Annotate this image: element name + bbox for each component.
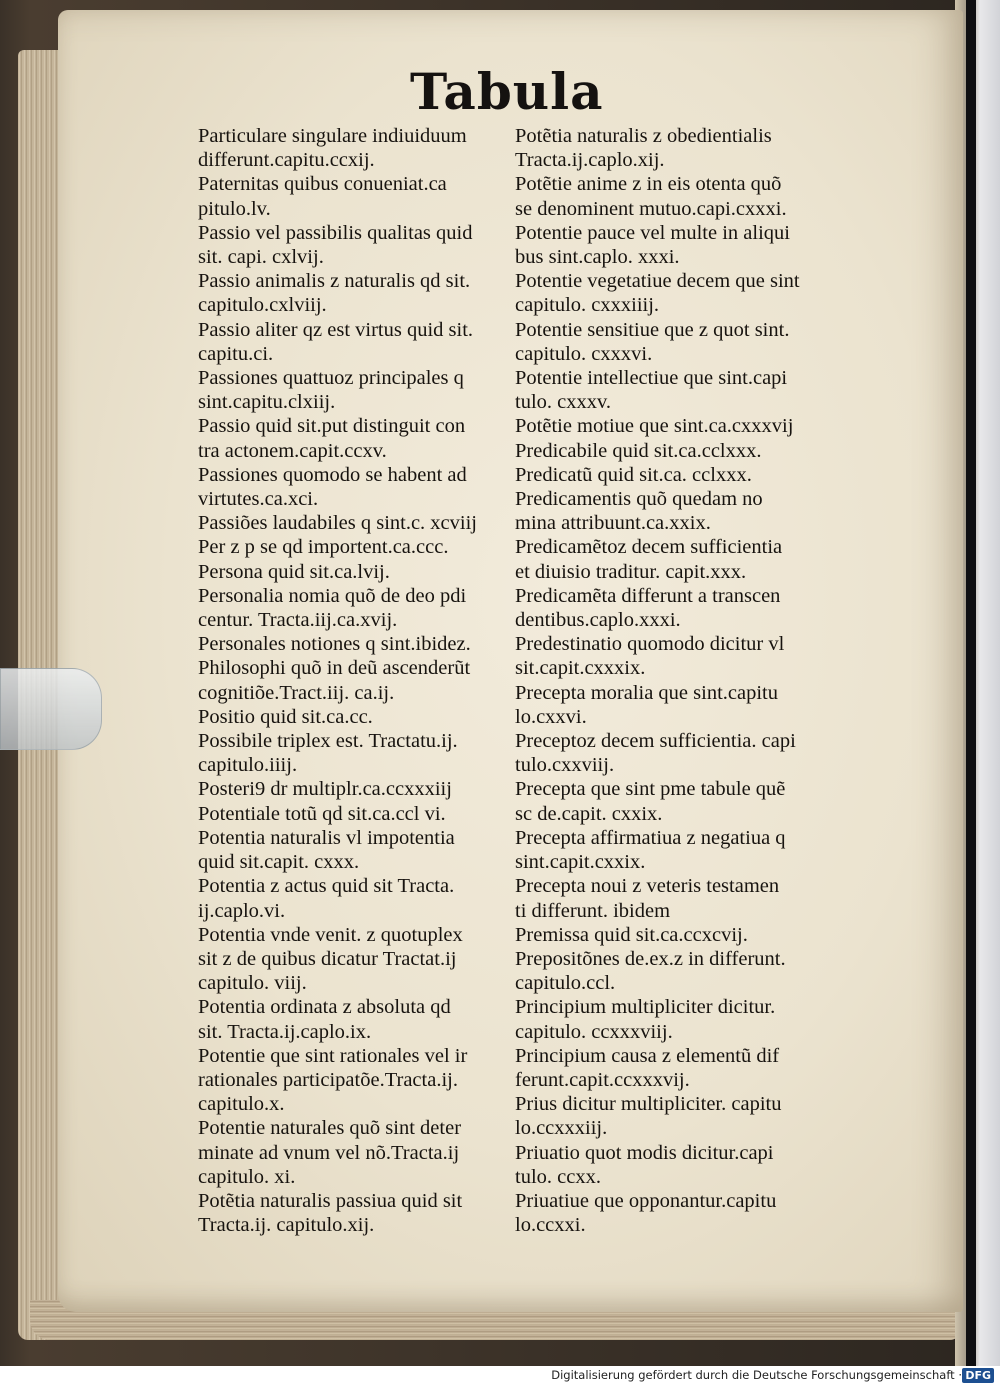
index-entry-line: Potentie intellectiue que sint.capi: [515, 367, 788, 390]
index-entry-line: Passio vel passibilis qualitas quid: [198, 221, 473, 244]
index-entry-line: Possibile triplex est. Tractatu.ij.: [198, 730, 458, 753]
index-entry-line: Principium causa z elementũ dif: [515, 1044, 780, 1067]
page-clip: [0, 668, 102, 750]
index-entry-line: Tracta.ij.caplo.xij.: [515, 149, 665, 172]
index-column-right: [515, 124, 860, 1237]
index-entry-line: Predicamentis quõ quedam no: [515, 488, 763, 511]
index-entry-line: Potentie naturales quõ sint deter: [198, 1117, 462, 1140]
index-entry-line: cognitiõe.Tract.iij. ca.ij.: [198, 681, 395, 704]
index-entry: [515, 1044, 860, 1092]
index-entry-line: Potẽtia naturalis z obedientialis: [515, 125, 772, 147]
index-entry: [198, 366, 533, 414]
index-entry: [515, 729, 860, 777]
index-entry-line: virtutes.ca.xci.: [198, 488, 319, 511]
index-entry: [515, 535, 860, 583]
index-entry: [198, 705, 533, 729]
index-entry-line: Predicabile quid sit.ca.cclxxx.: [515, 439, 762, 462]
index-entry-line: sit z de quibus dicatur Tractat.ij: [198, 947, 457, 970]
index-entry: [198, 511, 533, 535]
index-entry-line: sint.capit.cxxix.: [515, 851, 646, 874]
index-entry: [515, 584, 860, 632]
index-entry: [198, 777, 533, 801]
index-entry: [198, 1189, 533, 1237]
index-entry-line: lo.ccxxi.: [515, 1214, 586, 1237]
index-entry-line: Tracta.ij. capitulo.xij.: [198, 1214, 375, 1237]
index-entry-line: Precepta affirmatiua z negatiua q: [515, 826, 786, 849]
index-entry: [198, 318, 533, 366]
index-entry-line: capitulo. ccxxxviij.: [515, 1020, 673, 1043]
index-entry-line: tulo. cxxxv.: [515, 391, 612, 414]
index-entry-line: Potentie que sint rationales vel ir: [198, 1044, 468, 1067]
index-entry-line: Prius dicitur multipliciter. capitu: [515, 1093, 782, 1116]
index-entry: [515, 1092, 860, 1140]
index-entry-line: sit.capit.cxxxix.: [515, 657, 646, 680]
index-entry-line: sit. Tracta.ij.caplo.ix.: [198, 1020, 372, 1043]
index-entry: [515, 947, 860, 995]
index-entry: [515, 1189, 860, 1237]
index-entry: [515, 826, 860, 874]
index-entry-line: Preceptoz decem sufficientia. capi: [515, 730, 796, 753]
index-entry-line: bus sint.caplo. xxxi.: [515, 246, 680, 269]
index-entry-line: Passiones quattuoz principales q: [198, 367, 464, 390]
index-entry-line: lo.ccxxxiij.: [515, 1117, 608, 1140]
index-entry: [515, 269, 860, 317]
index-entry-line: ferunt.capit.ccxxxvij.: [515, 1068, 690, 1091]
index-entry: [198, 874, 533, 922]
index-entry-line: pitulo.lv.: [198, 197, 271, 220]
index-entry-line: capitulo.cxlviij.: [198, 294, 327, 317]
index-entry: [515, 172, 860, 220]
index-entry-line: Positio quid sit.ca.cc.: [198, 705, 373, 728]
index-entry: [515, 366, 860, 414]
index-entry-line: Per z p se qd importent.ca.ccc.: [198, 536, 449, 559]
index-entry-line: capitulo. cxxxiiij.: [515, 294, 660, 317]
index-entry-line: ij.caplo.vi.: [198, 899, 286, 922]
index-entry: [198, 1116, 533, 1189]
index-entry-line: Persona quid sit.ca.lvij.: [198, 560, 390, 583]
index-entry-line: Potẽtia naturalis passiua quid sit: [198, 1189, 463, 1212]
index-entry: [515, 487, 860, 535]
index-entry-line: mina attribuunt.ca.xxix.: [515, 512, 711, 535]
index-entry-line: lo.cxxvi.: [515, 705, 587, 728]
index-entry: [515, 874, 860, 922]
index-column-left: [198, 124, 533, 1237]
index-entry-line: dentibus.caplo.xxxi.: [515, 609, 681, 632]
index-entry-line: Passio aliter qz est virtus quid sit.: [198, 318, 474, 341]
index-entry: [198, 221, 533, 269]
index-entry-line: Predicatũ quid sit.ca. cclxxx.: [515, 463, 752, 486]
index-entry: [515, 463, 860, 487]
index-entry-line: Prepositõnes de.ex.z in differunt.: [515, 947, 786, 970]
index-entry-line: ti differunt. ibidem: [515, 899, 671, 922]
index-entry: [515, 632, 860, 680]
index-entry-line: Potentia z actus quid sit Tracta.: [198, 875, 455, 898]
index-entry-line: Predicamẽtoz decem sufficientia: [515, 536, 783, 559]
index-entry-line: Passiões laudabiles q sint.c. xcviij: [198, 512, 477, 535]
index-entry-line: tulo.cxxviij.: [515, 754, 615, 777]
page-title: Tabula: [410, 62, 604, 121]
index-entry: [198, 632, 533, 656]
index-entry-line: Personalia nomia quõ de deo pdi: [198, 584, 467, 607]
index-entry-line: Priuatiue que opponantur.capitu: [515, 1189, 777, 1212]
index-entry-line: Priuatio quot modis dicitur.capi: [515, 1141, 774, 1164]
dfg-logo-icon: DFG: [962, 1368, 994, 1383]
index-entry: [198, 535, 533, 559]
index-entry: [198, 463, 533, 511]
index-entry: [515, 221, 860, 269]
index-entry: [198, 1044, 533, 1117]
index-entry-line: Passio animalis z naturalis qd sit.: [198, 270, 471, 293]
index-entry-line: tra actonem.capit.ccxv.: [198, 439, 387, 462]
index-entry: [198, 729, 533, 777]
index-entry-line: sint.capitu.clxiij.: [198, 391, 336, 414]
index-entry-line: Potentia naturalis vl impotentia: [198, 826, 455, 849]
index-entry-line: quid sit.capit. cxxx.: [198, 851, 360, 874]
index-entry-line: tulo. ccxx.: [515, 1165, 601, 1188]
index-entry: [198, 560, 533, 584]
funding-credit: Digitalisierung gefördert durch die Deutsche Forschungsgemeinschaft ·: [551, 1368, 962, 1382]
index-entry-line: capitulo.x.: [198, 1093, 285, 1116]
index-entry: [198, 584, 533, 632]
index-entry-line: se denominent mutuo.capi.cxxxi.: [515, 197, 787, 220]
index-entry-line: Potẽtie motiue que sint.ca.cxxxvij: [515, 415, 794, 438]
index-entry-line: capitulo. xi.: [198, 1165, 296, 1188]
index-entry-line: Paternitas quibus conueniat.ca: [198, 173, 447, 196]
index-entry-line: Precepta noui z veteris testamen: [515, 875, 780, 898]
index-entry: [515, 923, 860, 947]
index-entry: [515, 414, 860, 438]
index-entry-line: Potẽtie anime z in eis otenta quõ: [515, 173, 782, 196]
index-entry-line: Potentie vegetatiue decem que sint: [515, 270, 800, 293]
index-entry-line: minate ad vnum vel nõ.Tracta.ij: [198, 1141, 460, 1164]
index-entry-line: Predicamẽta differunt a transcen: [515, 584, 781, 607]
index-entry-line: Philosophi quõ in deũ ascenderũt: [198, 657, 471, 680]
index-entry-line: sit. capi. cxlvij.: [198, 246, 324, 269]
index-entry-line: Potentiale totũ qd sit.ca.ccl vi.: [198, 802, 446, 825]
index-entry: [515, 1141, 860, 1189]
index-entry-line: et diuisio traditur. capit.xxx.: [515, 560, 747, 583]
index-entry-line: sc de.capit. cxxix.: [515, 802, 663, 825]
index-entry: [198, 923, 533, 996]
index-entry-line: Potentia vnde venit. z quotuplex: [198, 923, 463, 946]
index-entry: [198, 269, 533, 317]
index-entry: [198, 656, 533, 704]
index-entry-line: Potentie sensitiue que z quot sint.: [515, 318, 790, 341]
index-entry: [198, 414, 533, 462]
index-entry: [198, 995, 533, 1043]
index-entry: [198, 172, 533, 220]
index-entry: [198, 826, 533, 874]
index-entry-line: centur. Tracta.iij.ca.xvij.: [198, 609, 398, 632]
index-entry-line: Premissa quid sit.ca.ccxcvij.: [515, 923, 748, 946]
index-entry-line: capitu.ci.: [198, 342, 274, 365]
gutter-shadow: [966, 0, 976, 1387]
index-entry-line: Potentie pauce vel multe in aliqui: [515, 221, 790, 244]
index-entry-line: capitulo. cxxxvi.: [515, 342, 653, 365]
index-entry-line: Precepta que sint pme tabule quẽ: [515, 778, 786, 801]
index-entry-line: Principium multipliciter dicitur.: [515, 996, 776, 1019]
index-entry-line: rationales participatõe.Tracta.ij.: [198, 1068, 458, 1091]
index-entry: [515, 318, 860, 366]
index-entry-line: Personales notiones q sint.ibidez.: [198, 633, 471, 656]
index-entry-line: differunt.capitu.ccxij.: [198, 149, 375, 172]
index-entry-line: Predestinatio quomodo dicitur vl: [515, 633, 785, 656]
index-entry-line: Passiones quomodo se habent ad: [198, 463, 467, 486]
index-entry: [198, 124, 533, 172]
index-entry-line: Posteri9 dr multiplr.ca.ccxxxiij: [198, 778, 452, 801]
index-entry: [515, 995, 860, 1043]
index-entry-line: Passio quid sit.put distinguit con: [198, 415, 466, 438]
index-entry-line: capitulo. viij.: [198, 972, 307, 995]
index-entry: [515, 681, 860, 729]
index-entry-line: capitulo.ccl.: [515, 972, 616, 995]
index-entry: [515, 777, 860, 825]
index-entry-line: Potentia ordinata z absoluta qd: [198, 996, 451, 1019]
index-entry: [198, 802, 533, 826]
index-entry-line: capitulo.iiij.: [198, 754, 298, 777]
index-entry-line: Particulare singulare indiuiduum: [198, 125, 467, 147]
index-entry-line: Precepta moralia que sint.capitu: [515, 681, 778, 704]
index-entry: [515, 124, 860, 172]
index-entry: [515, 439, 860, 463]
